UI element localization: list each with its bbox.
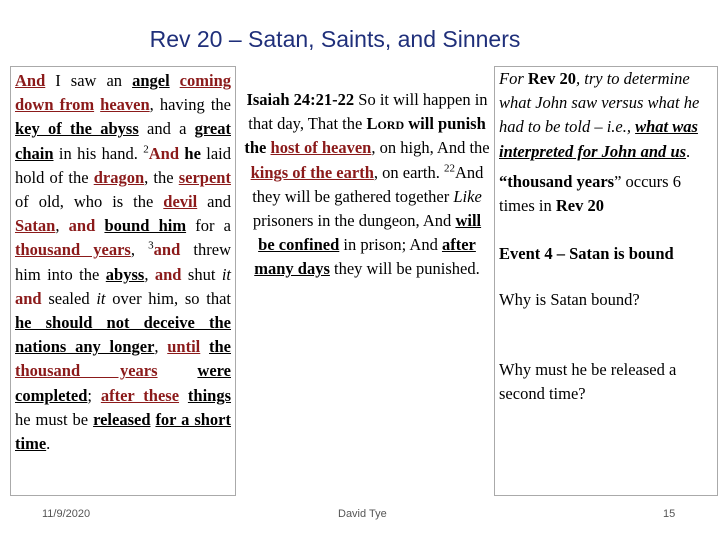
- text-run: ,: [130, 240, 149, 260]
- text-run: he: [184, 143, 201, 163]
- text-run: and: [154, 264, 182, 284]
- text-run: they will be punished.: [329, 259, 480, 279]
- text-run: sealed: [41, 288, 97, 308]
- text-run: ,: [144, 264, 155, 284]
- text-run: [170, 71, 180, 90]
- text-run: and: [153, 240, 181, 260]
- text-run: I saw an: [45, 71, 133, 90]
- text-run: prisoners in the dungeon, And: [252, 211, 456, 231]
- text-run: released: [93, 409, 151, 429]
- text-run: were completed: [15, 361, 231, 405]
- text-run: and: [15, 288, 42, 308]
- text-run: shut: [181, 264, 222, 284]
- text-run: in his hand.: [53, 143, 144, 163]
- text-run: laid hold of the: [15, 143, 231, 187]
- text-run: coming down from: [15, 71, 232, 115]
- note-study-tip: [499, 67, 713, 164]
- text-run: “thousand years: [499, 171, 615, 191]
- text-run: for a: [186, 216, 231, 236]
- text-run: heaven: [100, 95, 150, 115]
- slide-number: 15: [663, 508, 676, 520]
- text-run: Satan: [15, 216, 56, 236]
- isaiah-text: [244, 88, 490, 282]
- text-run: thousand years: [15, 240, 131, 260]
- text-run: of old, who is the: [15, 192, 164, 212]
- slide-title: Rev 20 – Satan, Saints, and Sinners: [149, 26, 521, 52]
- text-run: threw him into the: [15, 240, 231, 284]
- text-run: [200, 337, 209, 356]
- text-run: he should not deceive the nations any longer: [15, 313, 231, 357]
- text-run: Isaiah 24:21-22: [246, 90, 355, 109]
- notes-column: [494, 66, 718, 496]
- text-run: great chain: [15, 119, 231, 163]
- note-event-4: [499, 242, 713, 266]
- text-run: things: [187, 385, 232, 405]
- text-run: Why must he be released a second time?: [499, 359, 677, 403]
- text-run: will be confined: [258, 211, 482, 255]
- text-run: key of the abyss: [15, 119, 139, 139]
- text-run: angel: [132, 71, 170, 90]
- revelation-text: [15, 69, 231, 456]
- text-run: Why is Satan bound?: [499, 290, 640, 310]
- footer-date: 11/9/2020: [42, 508, 91, 520]
- text-run: , try to determine what John saw versus what he had to be told – i.e.,: [499, 69, 700, 137]
- text-run: the: [209, 337, 232, 357]
- text-run: thousand years: [15, 361, 158, 381]
- text-run: Rev 20: [527, 69, 576, 88]
- text-run: until: [167, 337, 201, 357]
- text-run: he must be: [15, 409, 94, 429]
- text-run: And they will be gathered together: [252, 162, 484, 206]
- text-run: it: [221, 264, 232, 284]
- text-run: abyss: [105, 264, 145, 284]
- text-run: Rev 20: [555, 196, 604, 216]
- text-run: 2: [143, 143, 149, 156]
- text-run: , on earth.: [373, 162, 444, 182]
- text-run: devil: [163, 192, 198, 212]
- text-run: .: [46, 434, 51, 454]
- text-run: after these: [100, 385, 180, 405]
- text-run: kings of the earth: [250, 162, 374, 182]
- isaiah-passage: [244, 88, 490, 282]
- text-run: and: [197, 192, 231, 212]
- text-run: .: [686, 141, 691, 161]
- text-run: and: [68, 216, 96, 236]
- text-run: And: [148, 143, 185, 163]
- text-run: and a: [138, 119, 195, 139]
- revelation-passage: [10, 66, 236, 496]
- text-run: it: [96, 288, 106, 308]
- text-run: Lord: [366, 114, 405, 134]
- text-run: serpent: [178, 167, 231, 187]
- text-run: So it will happen in that day, That the: [248, 90, 488, 134]
- text-run: in prison; And: [339, 235, 442, 255]
- text-run: ,: [154, 337, 168, 357]
- text-run: For: [499, 69, 528, 88]
- footer-author: David Tye: [338, 508, 387, 520]
- note-why-bound: [499, 288, 713, 312]
- text-run: host of heaven: [270, 138, 372, 158]
- text-run: ;: [87, 385, 101, 405]
- text-run: us: [670, 141, 687, 161]
- text-run: ” occurs 6 times in: [499, 171, 681, 216]
- text-run: [179, 386, 188, 405]
- text-run: will punish the: [244, 114, 486, 158]
- text-run: [158, 361, 198, 380]
- text-run: bound him: [104, 216, 187, 236]
- text-run: , the: [144, 167, 179, 187]
- note-why-released: [499, 358, 713, 406]
- text-run: 22: [443, 162, 455, 175]
- text-run: dragon: [93, 167, 145, 187]
- text-run: Like: [453, 186, 482, 206]
- text-run: Event 4 – Satan is bound: [499, 244, 674, 264]
- text-run: after many days: [254, 235, 476, 279]
- text-run: for a short time: [15, 409, 231, 454]
- text-run: what was interpreted for John and: [499, 117, 698, 161]
- text-run: over him, so that: [105, 288, 231, 308]
- text-run: , having the: [149, 95, 231, 115]
- text-run: 3: [148, 239, 154, 252]
- note-thousand-years: [499, 170, 713, 218]
- text-run: And: [15, 71, 46, 90]
- text-run: ,: [55, 216, 69, 236]
- text-run: , on high, And the: [371, 138, 490, 158]
